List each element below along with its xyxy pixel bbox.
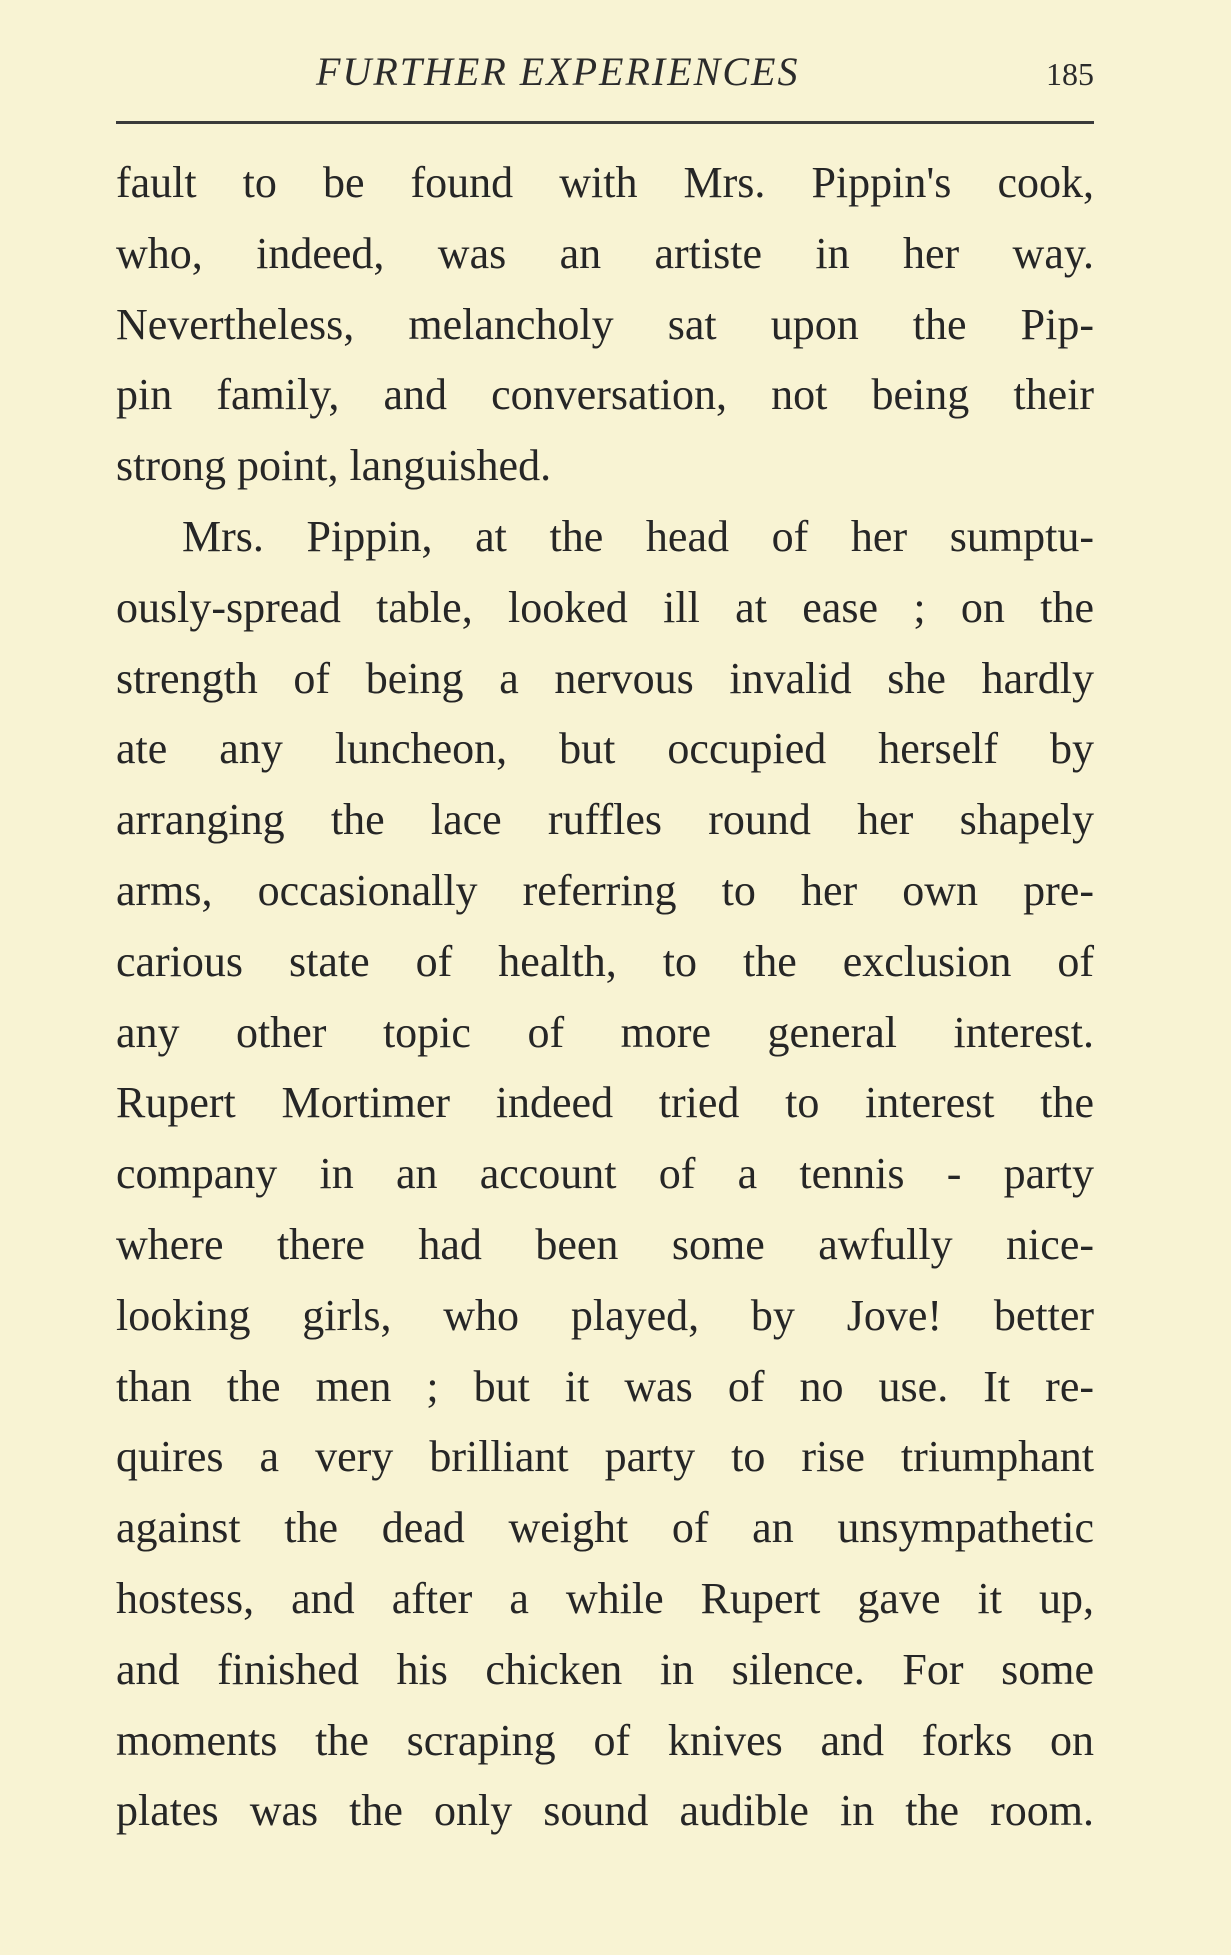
text-line: than the men ; but it was of no use. It re-	[116, 1361, 1094, 1411]
text-line: plates was the only sound audible in the room.	[116, 1786, 1094, 1836]
text-line: and finished his chicken in silence. For some	[116, 1644, 1094, 1694]
text-line: where there had been some awfully nice-	[116, 1219, 1094, 1269]
text-line: hostess, and after a while Rupert gave it up,	[116, 1573, 1094, 1623]
page-number: 185	[1046, 56, 1094, 92]
text-line: any other topic of more general interest.	[116, 1007, 1094, 1057]
text-line: Rupert Mortimer indeed tried to interest the	[116, 1078, 1094, 1128]
text-line: arms, occasionally referring to her own pre-	[116, 865, 1094, 915]
text-line: ate any luncheon, but occupied herself by	[116, 724, 1094, 774]
header-rule	[116, 121, 1094, 124]
text-line: strength of being a nervous invalid she hardly	[116, 653, 1094, 703]
text-line: against the dead weight of an unsympathetic	[116, 1503, 1094, 1553]
body-text	[116, 148, 1094, 1847]
text-line: who, indeed, was an artiste in her way.	[116, 228, 1094, 278]
running-head	[116, 48, 1094, 108]
text-line: arranging the lace ruffles round her shapely	[116, 795, 1094, 845]
text-line: pin family, and conversation, not being their	[116, 370, 1094, 420]
text-line: company in an account of a tennis - party	[116, 1149, 1094, 1199]
text-line: looking girls, who played, by Jove! better	[116, 1290, 1094, 1340]
text-line: ously-spread table, looked ill at ease ; on the	[116, 582, 1094, 632]
text-line: Nevertheless, melancholy sat upon the Pip-	[116, 299, 1094, 349]
text-line: moments the scraping of knives and forks on	[116, 1715, 1094, 1765]
text-line: strong point, languished.	[116, 441, 552, 491]
paragraph-start-line: Mrs. Pippin, at the head of her sumptu-	[182, 511, 1094, 561]
running-title: FURTHER EXPERIENCES	[316, 49, 800, 94]
text-line: carious state of health, to the exclusion of	[116, 936, 1094, 986]
text-line: fault to be found with Mrs. Pippin's cook,	[116, 158, 1094, 207]
text-line: quires a very brilliant party to rise triumphant	[116, 1432, 1094, 1482]
